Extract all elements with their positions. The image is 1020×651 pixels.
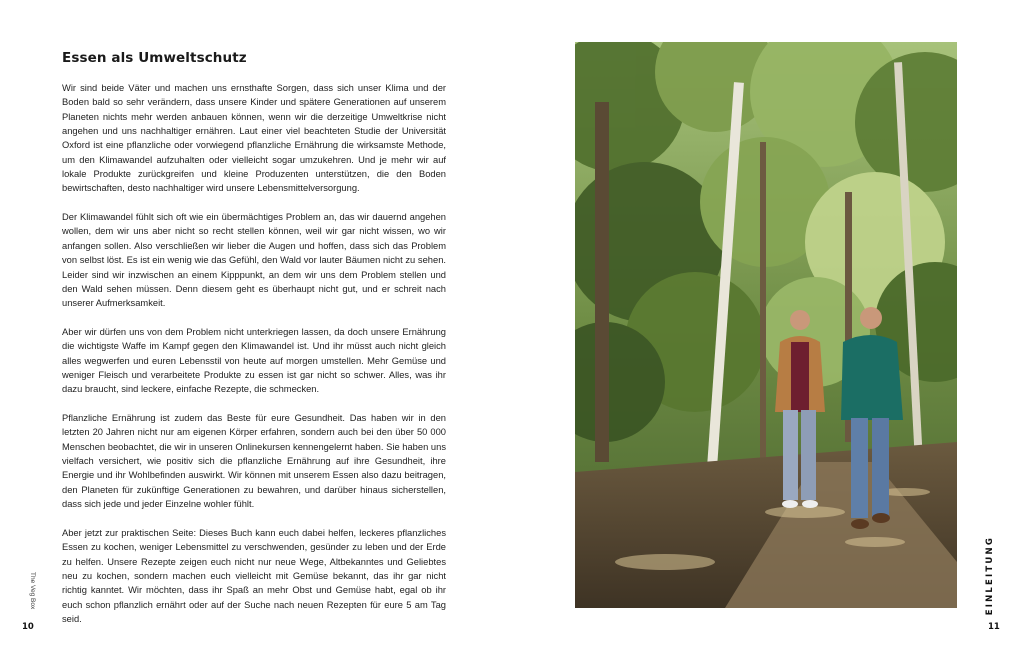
- paragraph-1: Wir sind beide Väter und machen uns ernsthafte Sorgen, dass sich unser Klima und der Boden bald so sehr verändern, dass unsere Kinder und spätere Generationen auf unserem Planeten nichts mehr werden anbauen können, wenn wir die derzeitige Umweltkrise nicht angehen und uns nachhaltiger ernähren. Laut einer viel beachteten Studie der Universität Oxford ist eine pflanzliche oder vorwiegend pflanzliche Ernährung die wirksamste Methode, um den Klimawandel aufzuhalten oder vielleicht sogar umzukehren. Und je mehr wir auf lokale Produkte zurückgreifen und kleine Produzenten unterstützen, die den Boden bewirtschaften, desto nachhaltiger wird unsere Lebensmittelversorgung.: [62, 83, 446, 194]
- section-heading: Essen als Umweltschutz: [62, 50, 247, 66]
- paragraph-3: Aber wir dürfen uns von dem Problem nicht unterkriegen lassen, da doch unsere Ernährung die wichtigste Waffe im Kampf gegen den Klimawandel ist. Und ihr müsst auch nicht gleich alles wegwerfen und euren Lebensstil von heute auf morgen umstellen. Mehr Gemüse und weniger Fleisch und verarbeitete Produkte zu essen ist gar nicht so schwer. Alles, was ihr dazu braucht, sind leckere, einfache Rezepte, die schmecken.: [62, 326, 446, 395]
- body-text: [62, 81, 446, 641]
- paragraph-2: Der Klimawandel fühlt sich oft wie ein übermächtiges Problem an, das wir dauernd angehen wollen, dem wir uns aber nicht so recht stellen können, weil wir gar nicht wissen, wo wir anfangen sollen. Also verschließen wir lieber die Augen und hoffen, dass sich das Problem von selbst löst. Es ist ein wenig wie das Gefühl, den Wald vor lauter Bäumen nicht zu sehen. Leider sind wir inzwischen an einem Kipppunkt, an dem wir uns dem Problem stellen und den Wald sehen müssen. Denn diesem geht es überhaupt nicht gut, und er schreit nach unserer Aufmerksamkeit.: [62, 212, 446, 309]
- forest-path-photo: [575, 42, 957, 608]
- paragraph-5: Aber jetzt zur praktischen Seite: Dieses Buch kann euch dabei helfen, leckeres pflanzliches Essen zu kochen, weniger Lebensmittel zu verschwenden, gesünder zu leben und der Erde zu helfen. Unsere Rezepte zeigen euch nicht nur neue Wege, Altbekanntes und Geliebtes neu zu kochen, sondern machen euch vielleicht mit Gemüse bekannt, das ihr gar nicht richtig kanntet. Wir möchten, dass ihr Spaß an mehr Obst und Gemüse habt, egal ob ihr euch schon pflanzlich ernährt oder auf der Suche nach neuen Rezepten für eure 5 am Tag seid.: [62, 527, 446, 624]
- section-label-vertical: EINLEITUNG: [985, 536, 995, 616]
- page-number-right: 11: [988, 622, 1000, 632]
- paragraph-4: Pflanzliche Ernährung ist zudem das Beste für eure Gesundheit. Das haben wir in den letzten 20 Jahren nicht nur am eigenen Körper erfahren, sondern auch bei den über 50 000 Menschen beobachtet, die wir in unseren Onlinekursen kennengelernt haben. Sie haben uns vielfach versichert, wie positiv sich die pflanzliche Ernährung auf ihre Gesundheit, ihre Energie und ihr Wohlbefinden auswirkt. Wir können mit unserem Essen also dazu beitragen, den Planeten für zukünftige Generationen zu bewahren, und darüber hinaus sicherstellen, dass sich jede und jeder Einzelne wohler fühlt.: [62, 413, 446, 510]
- page-number-left: 10: [22, 622, 34, 632]
- book-title-running-head: The Veg Box: [29, 572, 36, 610]
